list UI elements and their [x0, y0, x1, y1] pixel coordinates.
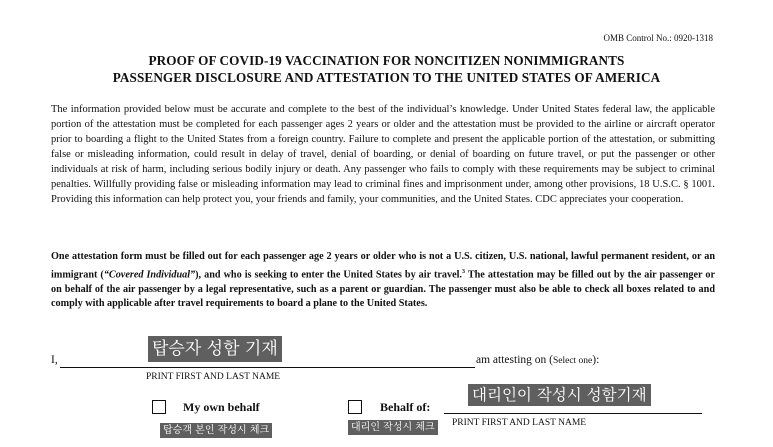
omb-control-number: OMB Control No.: 0920-1318	[603, 33, 713, 43]
own-behalf-checkbox[interactable]	[152, 400, 166, 414]
notice-text-1: One attestation form must be filled out for each passenger age 2 years or older who is not a U.S. citizen, U.S. national, lawful permanent resident, or an immigrant (	[51, 251, 715, 280]
footnote-marker: 3	[461, 268, 465, 275]
form-title	[0, 52, 773, 86]
annotation-proxy-check-note: 대리인 작성시 체크	[348, 420, 438, 435]
notice-text-2: ), and who is seeking to enter the United States by air travel.	[195, 268, 462, 280]
title-line-1: PROOF OF COVID-19 VACCINATION FOR NONCITIZEN NONIMMIGRANTS	[148, 53, 625, 68]
annotation-proxy-name-note: 대리인이 작성시 성함기재	[468, 384, 651, 406]
i-label: I,	[51, 354, 58, 366]
select-one-text: Select one	[552, 356, 593, 366]
behalf-of-label: Behalf of:	[380, 400, 431, 414]
behalf-of-checkbox[interactable]	[348, 400, 362, 414]
annotation-own-check-note: 탑승객 본인 작성시 체크	[160, 423, 272, 438]
title-line-2: PASSENGER DISCLOSURE AND ATTESTATION TO THE UNITED STATES OF AMERICA	[112, 70, 661, 85]
covered-individual-term: “Covered Individual”	[103, 268, 196, 280]
attesting-text: am attesting on (	[476, 354, 553, 366]
behalf-name-input-line[interactable]	[444, 413, 702, 414]
attesting-text-end: ):	[592, 354, 600, 366]
behalf-print-name-label: PRINT FIRST AND LAST NAME	[452, 418, 587, 428]
attesting-label	[476, 354, 599, 366]
notice-text-3: The attestation may be filled out by the air passenger or on behalf of the air passenger by a legal representative, such as a parent or guardian. The passenger must also be able to check all boxes related to and comply with applicable after travel requirements to board a plane to the United States.	[51, 268, 716, 310]
annotation-name-note: 탑승자 성함 기재	[148, 336, 282, 362]
own-behalf-label: My own behalf	[183, 400, 260, 414]
name-input-line[interactable]	[60, 367, 475, 368]
print-name-label: PRINT FIRST AND LAST NAME	[146, 372, 281, 382]
intro-paragraph: The information provided below must be accurate and complete to the best of the individual’s knowledge. Under United States federal law, the applicable portion of the attestation must be completed for each passenger ages 2 years or older and the attestation must be provided to the airline or aircraft operator prior to boarding a flight to the United States from a foreign country. Failure to complete and present the applicable portion of the attestation, or submitting false or misleading information, could result in delay of travel, denial of boarding, or denial of boarding on future travel, or put the passenger or other individuals at risk of harm, including serious bodily injury or death. Any passenger who fails to comply with these requirements may be subject to criminal penalties. Willfully providing false or misleading information may lead to criminal fines and imprisonment under, among other provisions, 18 U.S.C. § 1001. Providing this information can help protect you, your friends and family, your communities, and the United States. CDC appreciates your cooperation.	[51, 104, 715, 205]
notice-paragraph	[51, 250, 715, 312]
